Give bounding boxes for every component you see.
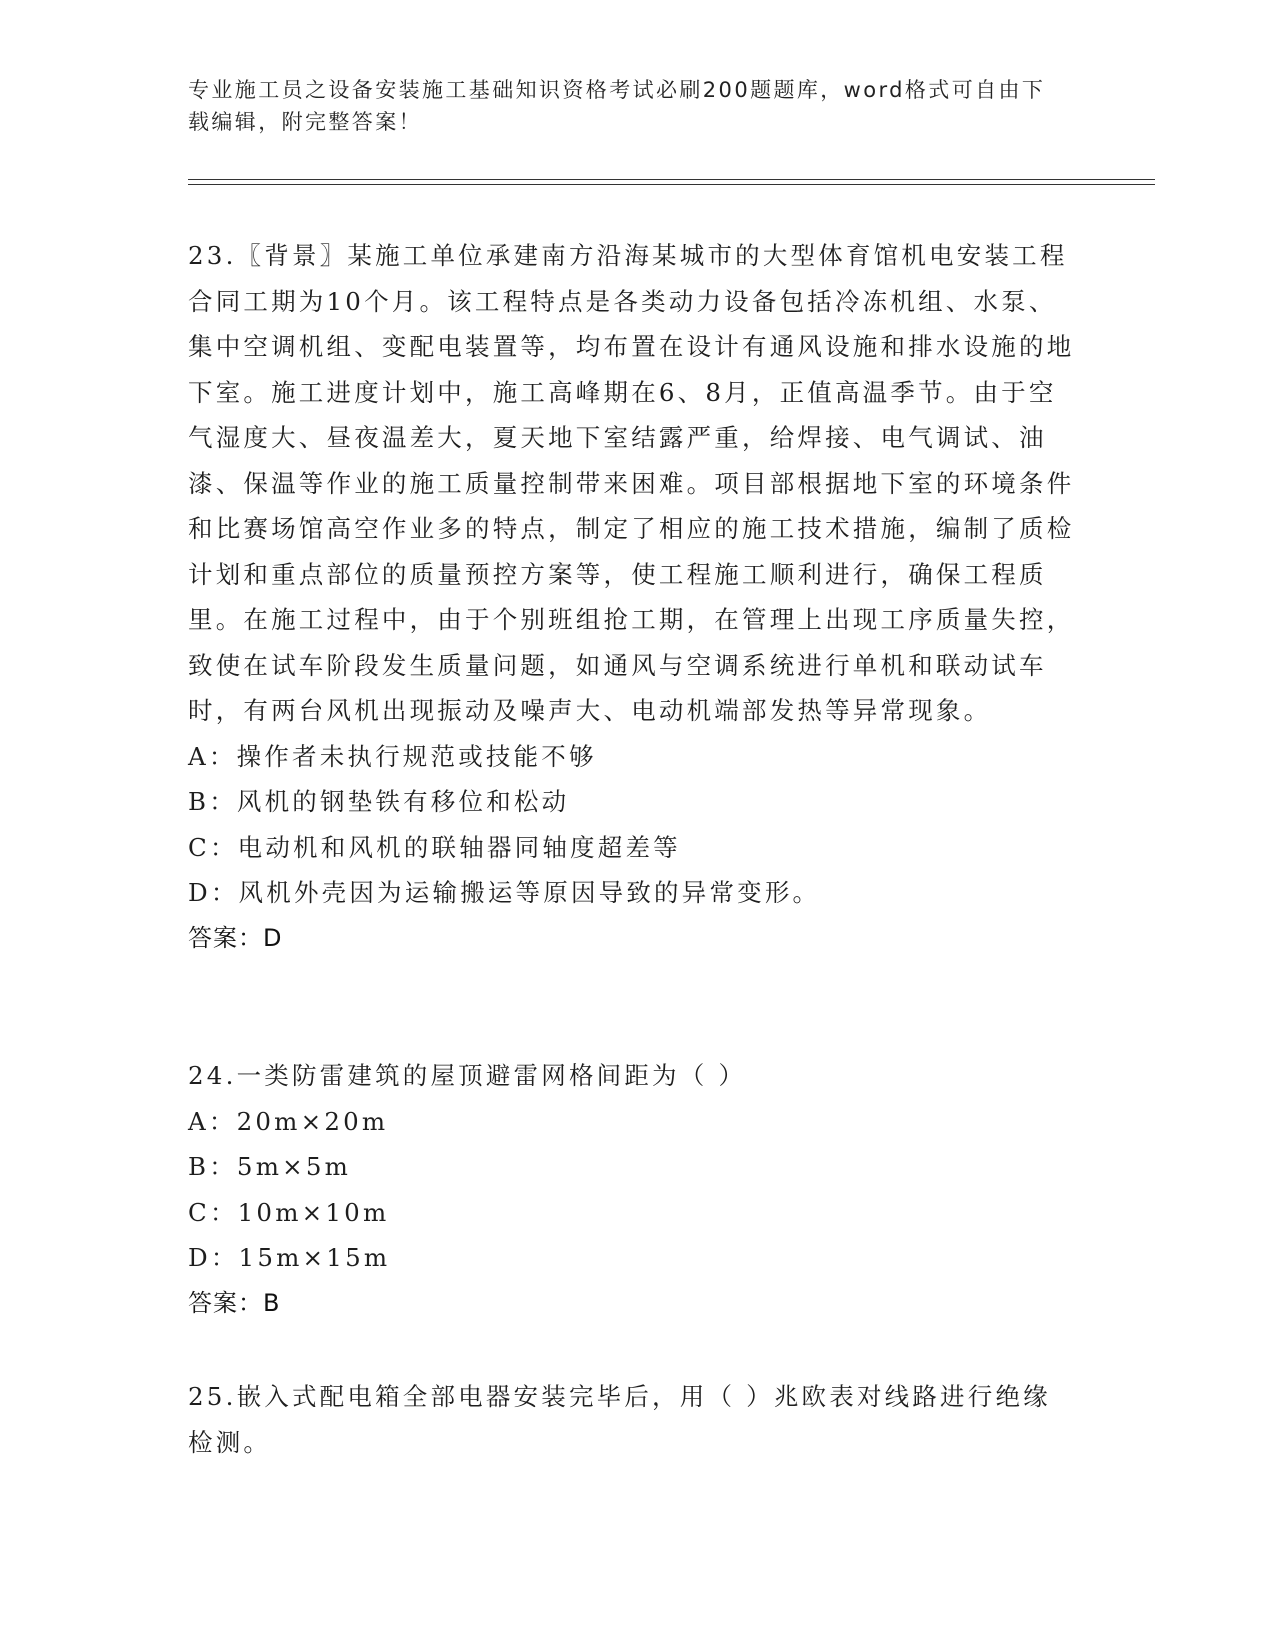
answer-line: 答案：B bbox=[188, 1288, 281, 1317]
header-divider-bottom bbox=[188, 184, 1155, 185]
question-24 bbox=[188, 1053, 1078, 1326]
option-b: B：风机的钢垫铁有移位和松动 bbox=[188, 787, 570, 816]
document-header: 专业施工员之设备安装施工基础知识资格考试必刷200题题库，word格式可自由下载编辑，附完整答案！ bbox=[188, 78, 1046, 134]
question-stem: 24.一类防雷建筑的屋顶避雷网格间距为（ ） bbox=[188, 1061, 747, 1090]
option-c: C：10m×10m bbox=[188, 1197, 390, 1227]
option-b: B：5m×5m bbox=[188, 1152, 352, 1181]
option-d: D：15m×15m bbox=[188, 1243, 391, 1272]
option-a: A：操作者未执行规范或技能不够 bbox=[188, 741, 597, 771]
question-stem: 25.嵌入式配电箱全部电器安装完毕后，用（ ）兆欧表对线路进行绝缘检测。 bbox=[188, 1382, 1051, 1457]
question-23 bbox=[188, 233, 1078, 961]
option-d: D：风机外壳因为运输搬运等原因导致的异常变形。 bbox=[188, 878, 821, 907]
question-stem: 23.〖背景〗某施工单位承建南方沿海某城市的大型体育馆机电安装工程合同工期为10个月。该工程特点是各类动力设备包括冷冻机组、水泵、集中空调机组、变配电装置等，均布置在设计有通风设施和排水设施的地下室。施工进度计划中，施工高峰期在6、8月，正值高温季节。由于空气湿度大、昼夜温差大，夏天地下室结露严重，给焊接、电气调试、油漆、保温等作业的施工质量控制带来困难。项目部根据地下室的环境条件和比赛场馆高空作业多的特点，制定了相应的施工技术措施，编制了质检计划和重点部位的质量预控方案等，使工程施工顺利进行，确保工程质里。在施工过程中，由于个别班组抢工期，在管理上出现工序质量失控，致使在试车阶段发生质量问题，如通风与空调系统进行单机和联动试车时，有两台风机出现振动及噪声大、电动机端部发热等异常现象。 bbox=[188, 241, 1075, 725]
answer-line: 答案：D bbox=[188, 923, 283, 952]
option-c: C：电动机和风机的联轴器同轴度超差等 bbox=[188, 832, 681, 862]
header-divider-top bbox=[188, 179, 1155, 180]
question-25 bbox=[188, 1374, 1078, 1465]
option-a: A：20m×20m bbox=[188, 1106, 389, 1136]
